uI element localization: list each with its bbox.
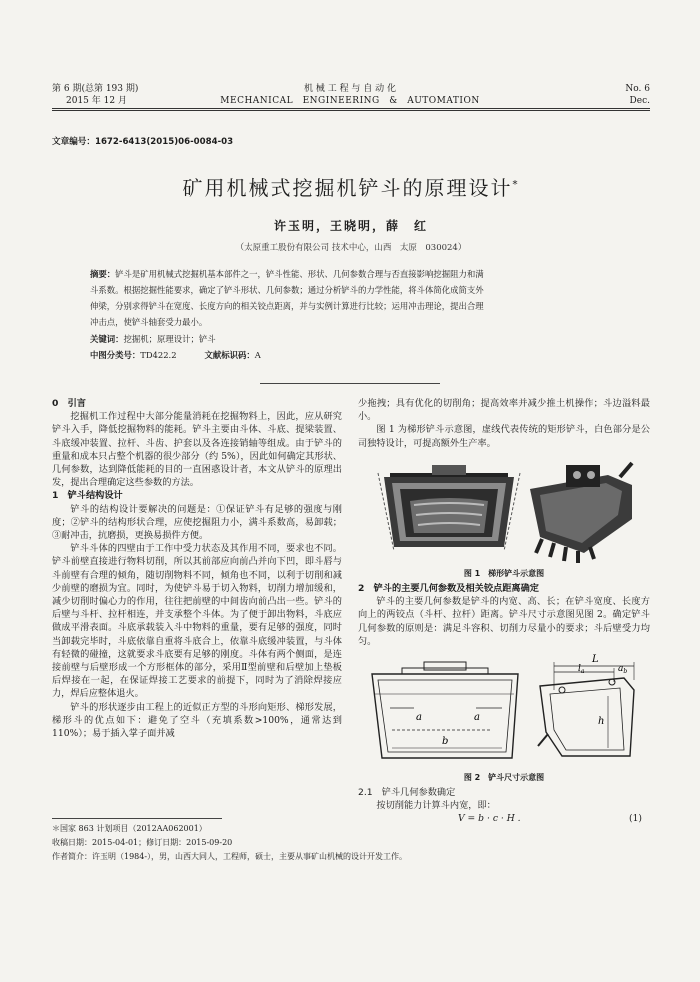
clc-code: TD422.2 bbox=[140, 350, 177, 360]
header-right bbox=[560, 83, 650, 107]
footnote-fund: ＊国家 863 计划项目（2012AA062001） bbox=[52, 824, 207, 833]
header-rule-double bbox=[52, 110, 650, 111]
section-1-para-2: 铲斗斗体的四壁由于工作中受力状态及其作用不同，要求也不同。铲斗前壁直接进行物料切削，所以其前部应向前凸并向下凹，即斗唇与斗前壁有合理的倾角，随切削物料不同，倾角也不同，以利于切削和减少前壁的磨损为宜。同时，为使铲斗易于切入物料，切削力增加缓和，减少切削时偏心力的作用，往往把前壁的中间齿向前凸出一些。铲斗的后壁与斗杆、拉杆相连，并支承整个斗体。为了便于卸出物料，斗底应做成平滑表面。斗底承载装入斗中物料的重量，要有足够的强度，同时当卸载完毕时，斗底依靠自重将斗底合上，依靠斗底缓冲装置，与斗体有轻微的碰撞，这就要求斗底要有足够的刚度。斗体有两个侧面，是连接前壁与后壁形成一个方形框体的部分，采用Ⅱ型前壁和后壁加上垫板后焊接在一起，在保证焊接工艺要求的前提下，同时为了消除焊接应力，焊后应整体退火。 bbox=[52, 543, 342, 700]
section-0-title: 0 引言 bbox=[52, 398, 86, 409]
header-issue-cn: 第 6 期(总第 193 期) bbox=[52, 84, 139, 94]
footnote-separator bbox=[52, 818, 222, 819]
header-left bbox=[52, 83, 172, 107]
section-1-title: 1 铲斗结构设计 bbox=[52, 490, 123, 502]
fig2-label-L: L bbox=[592, 654, 599, 665]
fig2-label-b: b bbox=[442, 736, 449, 747]
header-journal-en: MECHANICAL ENGINEERING & AUTOMATION bbox=[220, 96, 480, 106]
figure-2-bucket-dimensions bbox=[362, 650, 648, 770]
abstract-line-4: 冲击点，使铲斗轴套受力最小。 bbox=[90, 317, 208, 327]
right-column-bottom bbox=[358, 786, 650, 826]
title-text: 矿用机械式挖掘机铲斗的原理设计 bbox=[182, 176, 513, 200]
fig2-label-a-right: a bbox=[474, 712, 480, 723]
figure-2-caption: 图 2 铲斗尺寸示意图 bbox=[463, 773, 545, 782]
left-column bbox=[52, 397, 342, 740]
keywords-text: 挖掘机；原理设计；铲斗 bbox=[123, 334, 216, 344]
header-center bbox=[190, 83, 510, 107]
abstract-line-3: 伸梁，分别求得铲斗在宽度、长度方向的相关铰点距离，并与实例计算进行比较；运用冲击理论，提出合理 bbox=[90, 301, 484, 311]
formula-1-number: (1) bbox=[628, 813, 642, 825]
right-cont-text: 少拖拽；具有优化的切削角；提高效率并减少推土机操作；斗边溢料最小。 bbox=[358, 398, 650, 423]
clc-label: 中图分类号： bbox=[90, 350, 141, 360]
abstract-block bbox=[90, 266, 620, 363]
section-1-para-1: 铲斗的结构设计要解决的问题是：①保证铲斗有足够的强度与刚度；②铲斗的结构形状合理，应使挖掘阻力小，满斗系数高，易卸载；③耐冲击，抗磨损，更换易损件方便。 bbox=[52, 503, 342, 542]
section-0-body: 挖掘机工作过程中大部分能量消耗在挖掘物料上，因此，应从研究铲斗入手，降低挖掘物料的能耗。铲斗主要由斗体、斗底、提梁装置、斗底缓冲装置、拉杆、斗齿、护套以及各连接销轴等组成。由于铲斗的重量和成本只占整个机器的很少部分（约 5%），因此如何确定其形状、几何参数，达到降低能耗的目的一直困惑设计者，本文从铲斗的原理出发，提出合理确定这些参数的方法。 bbox=[52, 411, 342, 489]
abstract-line-2: 斗系数。根据挖掘性能要求，确定了铲斗形状、几何参数；通过分析铲斗的力学性能，将斗体简化成简支外 bbox=[90, 285, 484, 295]
header-rule bbox=[52, 108, 650, 109]
right-column-top bbox=[358, 397, 650, 450]
keywords-label: 关键词： bbox=[90, 334, 124, 344]
abstract-separator bbox=[260, 383, 440, 384]
section-2-body: 铲斗的主要几何参数是铲斗的内宽、高、长；在铲斗宽度、长度方向上的两铰点（斗杆、拉杆）距离。铲斗尺寸示意图见图 2。确定铲斗几何参数的原则是：满足斗容积、切削力尽量小的要求；斗后壁受力均匀。 bbox=[358, 596, 650, 647]
figure-1-caption: 图 1 梯形铲斗示意图 bbox=[463, 569, 545, 578]
doc-code: A bbox=[254, 350, 261, 360]
footnote-received: 收稿日期：2015-04-01；修订日期：2015-09-20 bbox=[52, 838, 233, 847]
fig1-intro: 图 1 为梯形铲斗示意图，虚线代表传统的矩形铲斗，白色部分是公司独特设计，可提高额外生产率。 bbox=[358, 424, 650, 449]
keywords bbox=[90, 331, 620, 347]
fig2-label-ab: $a_b$ bbox=[618, 664, 628, 675]
trapezoid-bucket-front bbox=[378, 465, 520, 551]
header-journal-cn: 机 械 工 程 与 自 动 化 bbox=[303, 84, 397, 94]
subsection-2-1-title: 2.1 铲斗几何参数确定 bbox=[358, 787, 456, 798]
bucket-side-view bbox=[538, 662, 634, 756]
section-2-title: 2 铲斗的主要几何参数及相关铰点距离确定 bbox=[358, 583, 539, 594]
header-issue-en: No. 6 bbox=[625, 84, 650, 94]
classification bbox=[90, 347, 620, 363]
header-date-cn: 2015 年 12 月 bbox=[66, 96, 127, 106]
subsection-2-1-body: 按切削能力计算斗内宽，即： bbox=[376, 800, 496, 812]
section-1-para-3: 铲斗的形状逐步由工程上的近似正方型的斗形向矩形、梯形发展，梯形斗的优点如下：避免了空斗（充填系数>100%，通常达到 110%）；易于插入掌子面并减 bbox=[52, 701, 342, 740]
right-column-mid bbox=[358, 582, 650, 648]
article-title bbox=[52, 172, 650, 201]
fig2-label-h: h bbox=[598, 716, 605, 727]
title-footnote-mark: * bbox=[512, 179, 520, 191]
doc-code-label: 文献标识码： bbox=[204, 350, 255, 360]
abstract-label: 摘要： bbox=[90, 269, 116, 279]
footnote-author: 作者简介：许玉明（1984-），男，山西大同人，工程师，硕士，主要从事矿山机械的设计开发工作。 bbox=[52, 852, 408, 861]
trapezoid-bucket-perspective bbox=[530, 463, 632, 563]
article-number: 文章编号：1672-6413(2015)06-0084-03 bbox=[52, 137, 234, 147]
affiliation: （太原重工股份有限公司 技术中心，山西 太原 030024） bbox=[235, 243, 467, 253]
fig2-label-la: $l_a$ bbox=[578, 664, 585, 675]
authors: 许玉明，王晓明，薛 红 bbox=[273, 219, 428, 233]
header-date-en: Dec. bbox=[629, 96, 650, 106]
abstract-line-1: 摘要：铲斗是矿用机械式挖掘机基本部件之一，铲斗性能、形状、几何参数合理与否直接影响挖掘阻力和满 bbox=[90, 269, 484, 279]
footnotes bbox=[52, 822, 650, 864]
formula-1: V = b · c · H . bbox=[458, 813, 521, 825]
figure-1-bucket-illustration bbox=[370, 455, 640, 565]
fig2-label-a-left: a bbox=[416, 712, 422, 723]
